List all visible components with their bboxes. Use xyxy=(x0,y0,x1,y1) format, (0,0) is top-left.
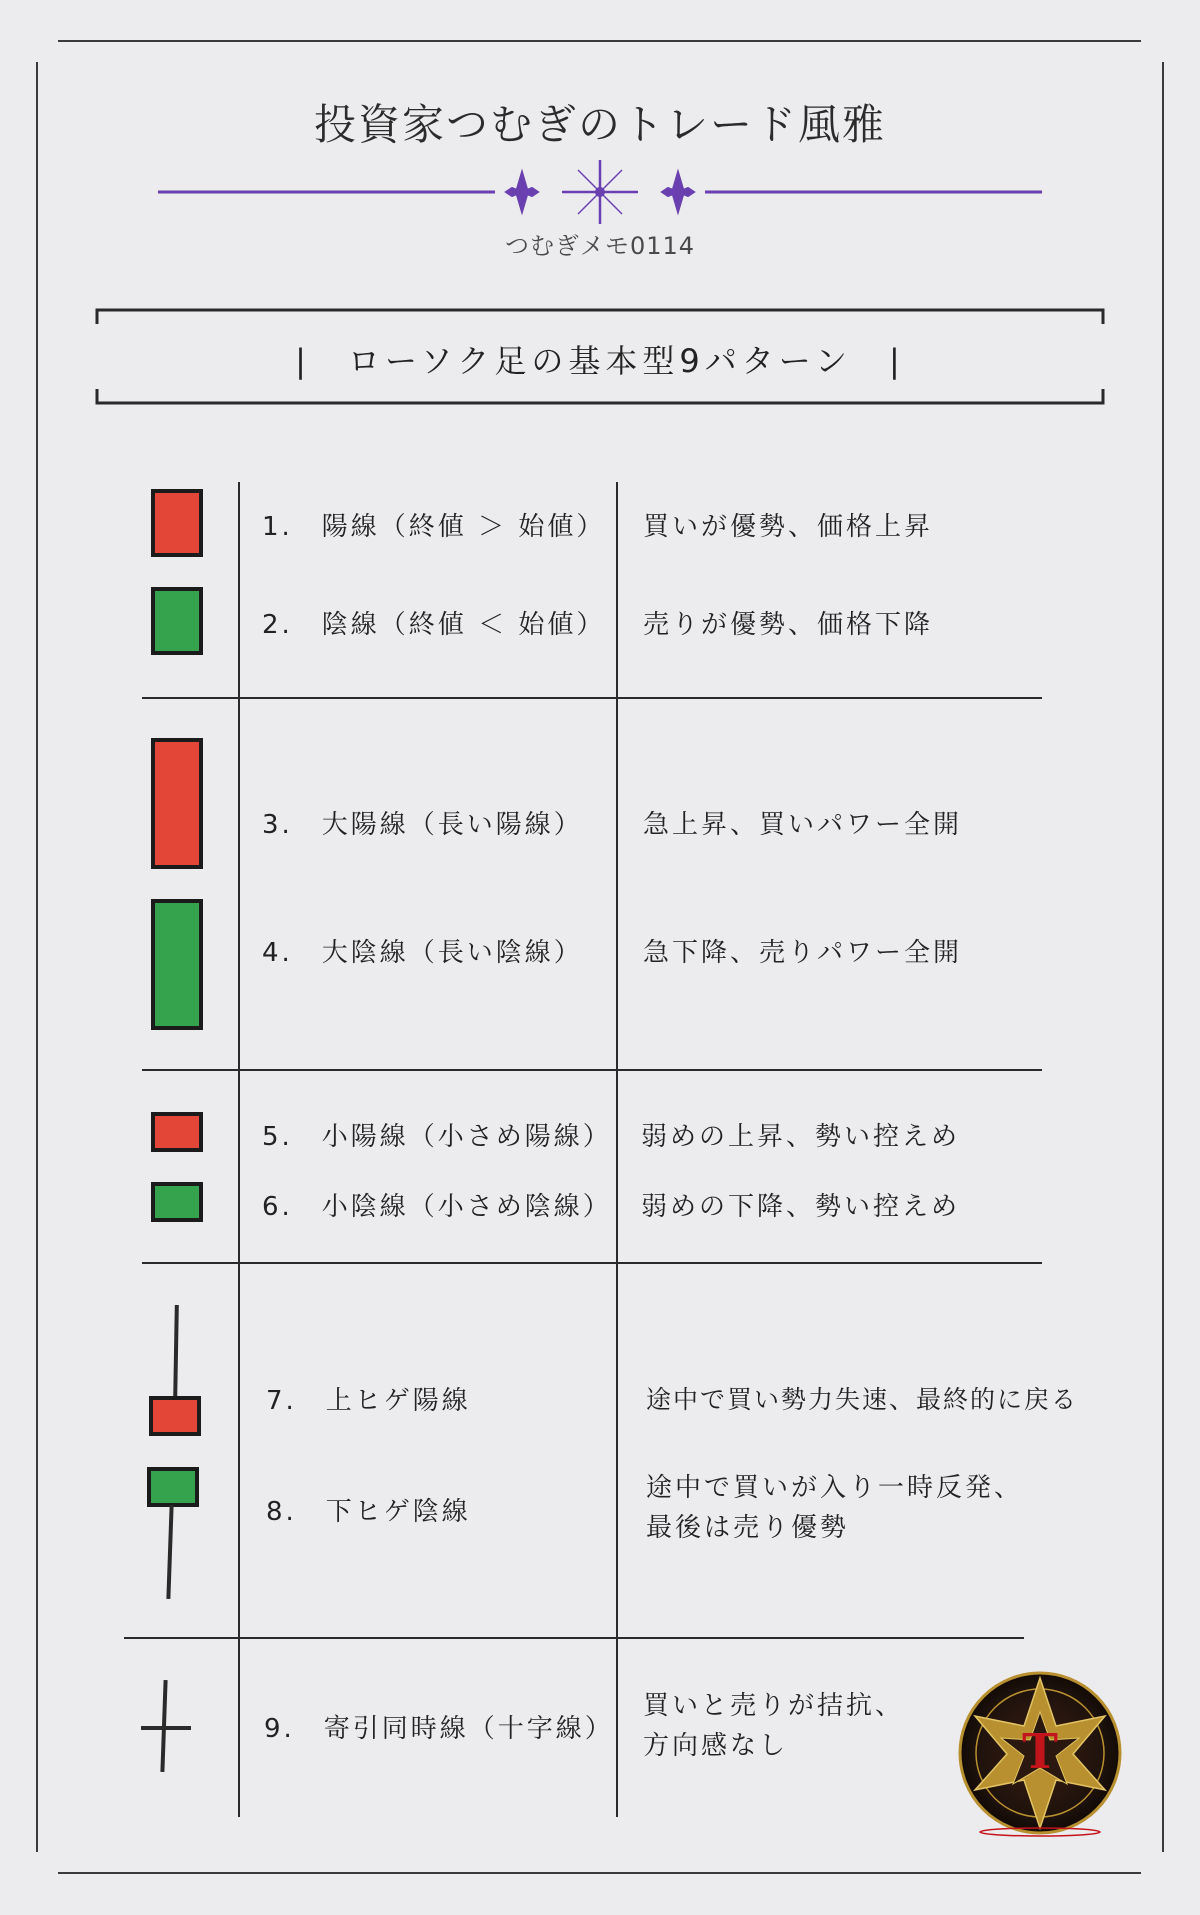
pattern-label-5: 5. 小陽線（小さめ陽線） xyxy=(262,1122,612,1152)
section-heading: | ローソク足の基本型9パターン | xyxy=(295,342,905,380)
pattern-desc-8: 途中で買いが入り一時反発、 最後は売り優勢 xyxy=(646,1473,1024,1543)
candle-long-bearish-4 xyxy=(151,899,203,1030)
candle-bearish-2 xyxy=(151,587,203,655)
pattern-label-1: 1. 陽線（終値 ＞ 始値） xyxy=(262,512,606,542)
row-divider-1 xyxy=(142,697,1042,699)
svg-text:T: T xyxy=(1022,1724,1058,1780)
page-title: 投資家つむぎのトレード風雅 xyxy=(313,100,886,149)
lower-wick-8 xyxy=(166,1505,173,1599)
candle-upper-shadow-7 xyxy=(149,1396,201,1436)
row-divider-4 xyxy=(124,1637,1024,1639)
column-divider-2 xyxy=(616,482,618,1817)
pattern-desc-2: 売りが優勢、価格下降 xyxy=(643,610,934,640)
pattern-desc-4: 急下降、売りパワー全開 xyxy=(643,938,963,968)
section-heading-box xyxy=(95,308,1105,405)
candle-bullish-1 xyxy=(151,489,203,557)
row-divider-2 xyxy=(142,1069,1042,1071)
frame-left-line xyxy=(36,62,38,1852)
sparkle-divider-icon xyxy=(150,160,1050,230)
pattern-desc-3: 急上昇、買いパワー全開 xyxy=(643,810,963,840)
pattern-desc-5: 弱めの上昇、勢い控えめ xyxy=(641,1122,961,1152)
row-divider-3 xyxy=(142,1262,1042,1264)
pattern-label-6: 6. 小陰線（小さめ陰線） xyxy=(262,1192,612,1222)
pattern-desc-9: 買いと売りが拮抗、 方向感なし xyxy=(643,1691,905,1761)
pattern-label-9: 9. 寄引同時線（十字線） xyxy=(264,1714,614,1744)
pattern-label-8: 8. 下ヒゲ陰線 xyxy=(266,1497,471,1527)
candle-lower-shadow-8 xyxy=(147,1467,199,1507)
candle-small-bearish-6 xyxy=(151,1182,203,1222)
frame-right-line xyxy=(1162,62,1164,1852)
candle-long-bullish-3 xyxy=(151,738,203,869)
candle-small-bullish-5 xyxy=(151,1112,203,1152)
pattern-label-7: 7. 上ヒゲ陽線 xyxy=(266,1386,471,1416)
pattern-label-2: 2. 陰線（終値 ＜ 始値） xyxy=(262,610,606,640)
upper-wick-7 xyxy=(173,1305,179,1399)
column-divider-1 xyxy=(238,482,240,1817)
doji-horizontal xyxy=(141,1726,191,1730)
pattern-label-4: 4. 大陰線（長い陰線） xyxy=(262,938,583,968)
pattern-label-3: 3. 大陽線（長い陽線） xyxy=(262,810,583,840)
frame-top-line xyxy=(58,40,1141,42)
star-seal-emblem-icon xyxy=(955,1668,1125,1838)
frame-bottom-line xyxy=(58,1872,1141,1874)
pattern-desc-6: 弱めの下降、勢い控えめ xyxy=(641,1192,961,1222)
memo-number: つむぎメモ0114 xyxy=(504,232,696,260)
pattern-desc-1: 買いが優勢、価格上昇 xyxy=(643,512,934,542)
pattern-desc-7: 途中で買い勢力失速、最終的に戻る xyxy=(646,1385,1079,1414)
